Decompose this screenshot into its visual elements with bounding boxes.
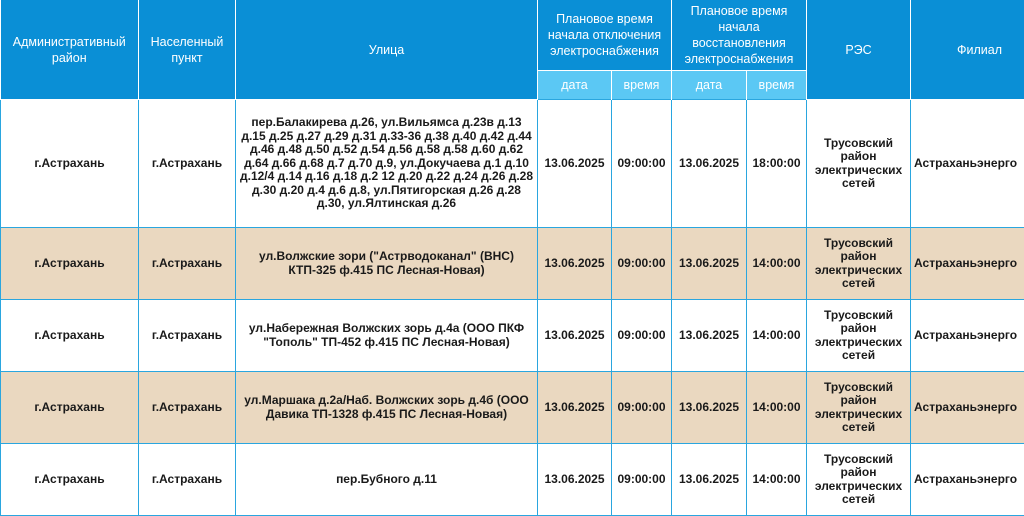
cell-off-date: 13.06.2025	[538, 100, 612, 228]
cell-street: ул.Набережная Волжских зорь д.4а (ООО ПКФ "Тополь" ТП-452 ф.415 ПС Лесная-Новая)	[236, 300, 538, 372]
cell-res: Трусовский район электрических сетей	[807, 300, 911, 372]
cell-res: Трусовский район электрических сетей	[807, 228, 911, 300]
cell-street: ул.Маршака д.2а/Наб. Волжских зорь д.4б (ООО Давика ТП-1328 ф.415 ПС Лесная-Новая)	[236, 372, 538, 444]
subheader-restore-time: время	[747, 71, 807, 100]
cell-off-time: 09:00:00	[612, 444, 672, 516]
cell-restore-time: 14:00:00	[747, 228, 807, 300]
cell-settlement: г.Астрахань	[139, 300, 236, 372]
header-planned-restore: Плановое время начала восстановления электроснабжения	[672, 0, 807, 71]
header-row	[1, 0, 1024, 71]
header-settlement: Населенный пункт	[139, 0, 236, 100]
cell-res: Трусовский район электрических сетей	[807, 100, 911, 228]
header-branch: Филиал	[911, 0, 1024, 100]
cell-restore-time: 14:00:00	[747, 300, 807, 372]
cell-district: г.Астрахань	[1, 372, 139, 444]
table-row	[1, 444, 1024, 516]
subheader-off-date: дата	[538, 71, 612, 100]
cell-branch: Астраханьэнерго	[911, 444, 1024, 516]
cell-district: г.Астрахань	[1, 228, 139, 300]
table-row	[1, 372, 1024, 444]
cell-restore-date: 13.06.2025	[672, 444, 747, 516]
cell-district: г.Астрахань	[1, 100, 139, 228]
cell-off-time: 09:00:00	[612, 228, 672, 300]
cell-settlement: г.Астрахань	[139, 444, 236, 516]
table-row	[1, 228, 1024, 300]
cell-restore-time: 14:00:00	[747, 372, 807, 444]
cell-res: Трусовский район электрических сетей	[807, 372, 911, 444]
header-street: Улица	[236, 0, 538, 100]
cell-branch: Астраханьэнерго	[911, 300, 1024, 372]
cell-branch: Астраханьэнерго	[911, 100, 1024, 228]
cell-restore-time: 18:00:00	[747, 100, 807, 228]
table-row	[1, 100, 1024, 228]
table-row	[1, 300, 1024, 372]
header-planned-off: Плановое время начала отключения электроснабжения	[538, 0, 672, 71]
cell-street: пер.Балакирева д.26, ул.Вильямса д.23в д.13 д.15 д.25 д.27 д.29 д.31 д.33-36 д.38 д.40 д.42 д.44 д.46 д.48 д.50 д.52 д.54 д.56 д.58 д.58 д.60 д.62 д.64 д.66 д.68 д.7 д.70 д.9, ул.Докучаева д.1 д.10 д.12/4 д.14 д.16 д.18 д.2 12 д.20 д.22 д.24 д.26 д.28 д.30 д.20 д.4 д.6 д.8, ул.Пятигорская д.26 д.28 д.30, ул.Ялтинская д.26	[236, 100, 538, 228]
cell-off-date: 13.06.2025	[538, 300, 612, 372]
cell-street: пер.Бубного д.11	[236, 444, 538, 516]
cell-res: Трусовский район электрических сетей	[807, 444, 911, 516]
cell-street: ул.Волжские зори ("Астрводоканал" (ВНС) КТП-325 ф.415 ПС Лесная-Новая)	[236, 228, 538, 300]
cell-district: г.Астрахань	[1, 444, 139, 516]
cell-settlement: г.Астрахань	[139, 228, 236, 300]
cell-district: г.Астрахань	[1, 300, 139, 372]
cell-off-time: 09:00:00	[612, 372, 672, 444]
cell-off-time: 09:00:00	[612, 300, 672, 372]
cell-restore-date: 13.06.2025	[672, 228, 747, 300]
header-res: РЭС	[807, 0, 911, 100]
cell-off-date: 13.06.2025	[538, 228, 612, 300]
subheader-restore-date: дата	[672, 71, 747, 100]
subheader-off-time: время	[612, 71, 672, 100]
cell-settlement: г.Астрахань	[139, 100, 236, 228]
cell-restore-date: 13.06.2025	[672, 300, 747, 372]
cell-off-date: 13.06.2025	[538, 444, 612, 516]
cell-restore-date: 13.06.2025	[672, 372, 747, 444]
cell-branch: Астраханьэнерго	[911, 372, 1024, 444]
cell-off-time: 09:00:00	[612, 100, 672, 228]
cell-restore-date: 13.06.2025	[672, 100, 747, 228]
cell-settlement: г.Астрахань	[139, 372, 236, 444]
cell-off-date: 13.06.2025	[538, 372, 612, 444]
cell-branch: Астраханьэнерго	[911, 228, 1024, 300]
header-admin-district: Административный район	[1, 0, 139, 100]
cell-restore-time: 14:00:00	[747, 444, 807, 516]
